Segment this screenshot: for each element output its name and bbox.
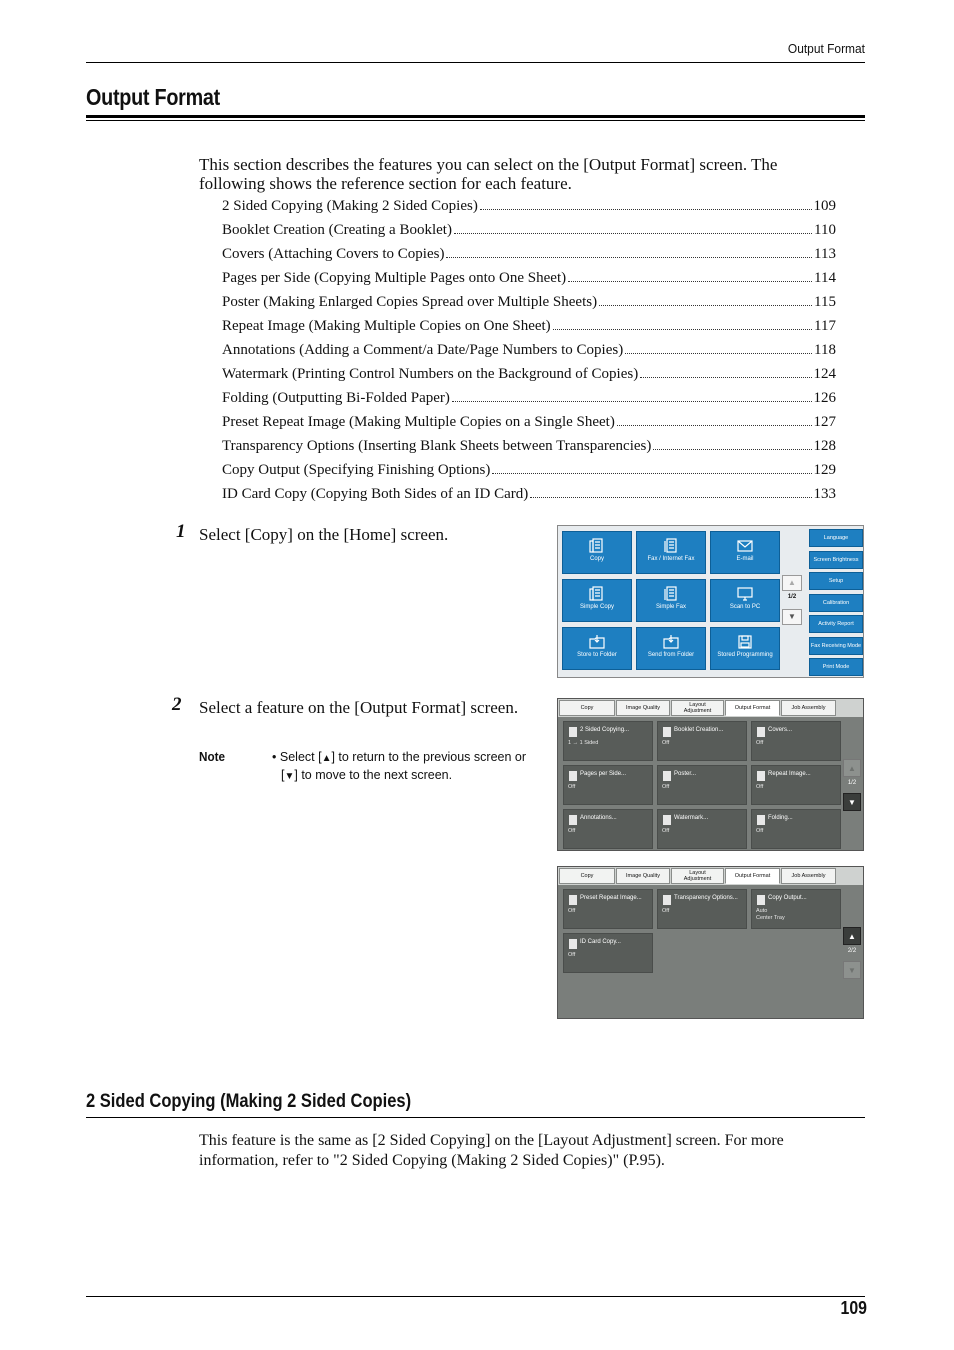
- footer-rule: [86, 1296, 865, 1297]
- home-tile-e-mail[interactable]: [710, 531, 780, 574]
- toc-leader-dots: [625, 353, 812, 354]
- home-tile-label: Send from Folder: [647, 652, 695, 658]
- title-rule-thin: [86, 120, 865, 121]
- toc-entry[interactable]: [222, 220, 836, 244]
- toc-entry[interactable]: [222, 292, 836, 316]
- home-tile-fax-internet-fax[interactable]: [636, 531, 706, 574]
- scroll-down-button[interactable]: ▼: [843, 961, 861, 979]
- running-header: Output Format: [787, 41, 865, 56]
- feature-tile-value: Off: [756, 740, 764, 746]
- fax-icon: [663, 538, 679, 554]
- feature-tile-name: Booklet Creation...: [674, 727, 724, 733]
- side-button-screen-brightness[interactable]: Screen Brightness: [809, 551, 863, 569]
- feature-tile-name: Preset Repeat Image...: [580, 895, 642, 901]
- toc-entry-page: 127: [813, 414, 836, 430]
- side-button-print-mode[interactable]: Print Mode: [809, 658, 863, 676]
- document-icon: [569, 815, 577, 825]
- feature-tile-name: ID Card Copy...: [580, 939, 621, 945]
- home-tile-label: E-mail: [736, 556, 754, 562]
- toc-entry-page: 115: [814, 294, 836, 310]
- home-tile-stored-programming[interactable]: [710, 627, 780, 670]
- toc-entry-label: Watermark (Printing Control Numbers on the Background of Copies): [222, 366, 639, 382]
- copy-icon: [589, 586, 605, 602]
- document-icon: [663, 895, 671, 905]
- note-text: [272, 749, 552, 785]
- toc-leader-dots: [530, 497, 811, 498]
- feature-tile-repeat-image[interactable]: [751, 765, 841, 805]
- tab-output-format[interactable]: Output Format: [725, 868, 780, 884]
- toc-entry-page: 114: [814, 270, 836, 286]
- scroll-up-button[interactable]: ▲: [782, 575, 802, 591]
- toc-leader-dots: [599, 305, 812, 306]
- feature-tile-name: Annotations...: [580, 815, 617, 821]
- toc-entry[interactable]: [222, 244, 836, 268]
- feature-tile-name: Poster...: [674, 771, 697, 777]
- document-icon: [757, 815, 765, 825]
- home-tile-label: Stored Programming: [717, 652, 773, 658]
- page-indicator: 1/2: [847, 780, 857, 786]
- toc-entry-label: Pages per Side (Copying Multiple Pages onto One Sheet): [222, 270, 567, 286]
- toc-entry[interactable]: [222, 340, 836, 364]
- toc-entry-label: Folding (Outputting Bi-Folded Paper): [222, 390, 450, 406]
- feature-tile-value: Off: [662, 828, 670, 834]
- feature-tile-covers[interactable]: [751, 721, 841, 761]
- feature-tile-name: 2 Sided Copying...: [580, 727, 630, 733]
- toc-entry-label: Copy Output (Specifying Finishing Options): [222, 462, 491, 478]
- home-tile-label: Scan to PC: [729, 604, 761, 610]
- page-title: Output Format: [86, 84, 220, 110]
- feature-tile-name: Watermark...: [674, 815, 709, 821]
- toc-entry[interactable]: [222, 436, 836, 460]
- header-rule: [86, 62, 865, 63]
- feature-tile-2-sided-copying[interactable]: [563, 721, 653, 761]
- toc-leader-dots: [446, 257, 812, 258]
- home-tile-store-to-folder[interactable]: [562, 627, 632, 670]
- feature-tile-value: Off: [568, 908, 576, 914]
- feature-tile-booklet-creation[interactable]: [657, 721, 747, 761]
- feature-reference-list: [222, 196, 836, 508]
- tab-image-quality[interactable]: Image Quality: [616, 700, 670, 716]
- tab-bar: [558, 867, 863, 885]
- side-button-language[interactable]: Language: [809, 529, 863, 547]
- page-number: 109: [840, 1298, 867, 1318]
- home-tile-label: Simple Fax: [655, 604, 686, 610]
- note-text-part: ] to return to the previous screen or: [331, 750, 527, 764]
- tab-job-assembly[interactable]: Job Assembly: [781, 868, 836, 884]
- toc-leader-dots: [452, 401, 812, 402]
- feature-tile-folding[interactable]: [751, 809, 841, 849]
- feature-tile-name: Copy Output...: [768, 895, 807, 901]
- up-arrow-icon: ▲: [321, 753, 332, 764]
- feature-tile-transparency-options[interactable]: [657, 889, 747, 929]
- document-icon: [569, 895, 577, 905]
- side-button-setup[interactable]: Setup: [809, 572, 863, 590]
- step-text: Select [Copy] on the [Home] screen.: [199, 525, 449, 544]
- toc-entry[interactable]: [222, 268, 836, 292]
- feature-tile-value: Off: [662, 908, 670, 914]
- feature-tile-value: Auto Center Tray: [756, 908, 785, 921]
- page-indicator: 2/2: [847, 948, 857, 954]
- home-tile-simple-copy[interactable]: [562, 579, 632, 622]
- feature-tile-preset-repeat-image[interactable]: [563, 889, 653, 929]
- folder-icon: [589, 634, 605, 650]
- toc-entry-label: ID Card Copy (Copying Both Sides of an ID Card): [222, 486, 529, 502]
- tab-job-assembly[interactable]: Job Assembly: [781, 700, 836, 716]
- tab-output-format[interactable]: Output Format: [725, 700, 780, 716]
- title-rule: [86, 115, 865, 118]
- note-label: Note: [199, 749, 226, 764]
- toc-entry-label: Booklet Creation (Creating a Booklet): [222, 222, 452, 238]
- toc-entry[interactable]: [222, 316, 836, 340]
- document-icon: [569, 939, 577, 949]
- home-tile-copy[interactable]: [562, 531, 632, 574]
- section-rule: [86, 1117, 865, 1118]
- feature-tile-name: Covers...: [768, 727, 793, 733]
- toc-entry-page: 117: [814, 318, 836, 334]
- down-arrow-icon: ▼: [284, 771, 295, 782]
- tab-layout-adjustment[interactable]: Layout Adjustment: [671, 868, 724, 884]
- toc-entry-page: 113: [814, 246, 836, 262]
- home-tile-simple-fax[interactable]: [636, 579, 706, 622]
- home-tile-scan-to-pc[interactable]: [710, 579, 780, 622]
- toc-entry-page: 109: [813, 198, 836, 214]
- bullet: •: [272, 750, 277, 764]
- feature-tile-value: Off: [568, 828, 576, 834]
- step-number: 2: [172, 694, 182, 715]
- feature-tile-copy-output[interactable]: [751, 889, 841, 929]
- home-tile-label: Store to Folder: [577, 652, 617, 658]
- home-tile-label: Copy: [589, 556, 604, 562]
- document-icon: [569, 727, 577, 737]
- toc-entry-label: Repeat Image (Making Multiple Copies on One Sheet): [222, 318, 551, 334]
- toc-leader-dots: [454, 233, 812, 234]
- document-icon: [663, 771, 671, 781]
- toc-leader-dots: [653, 449, 811, 450]
- fax-icon: [663, 586, 679, 602]
- toc-entry-page: 118: [814, 342, 836, 358]
- toc-leader-dots: [568, 281, 812, 282]
- toc-entry[interactable]: [222, 364, 836, 388]
- document-icon: [757, 727, 765, 737]
- toc-entry[interactable]: [222, 388, 836, 412]
- feature-tile-pages-per-side[interactable]: [563, 765, 653, 805]
- page-indicator: 1/2: [787, 594, 797, 600]
- monitor-icon: [737, 586, 753, 602]
- toc-leader-dots: [640, 377, 811, 378]
- toc-entry[interactable]: [222, 460, 836, 484]
- note-text-part: [: [281, 768, 285, 782]
- feature-tile-name: Pages per Side...: [580, 771, 627, 777]
- intro-paragraph: This section describes the features you can select on the [Output Format] screen. The following shows the reference section for each feature.: [199, 155, 778, 193]
- feature-tile-name: Transparency Options...: [674, 895, 738, 901]
- home-screen-screenshot: [557, 525, 864, 678]
- home-tile-label: Fax / Internet Fax: [647, 556, 695, 562]
- home-tile-send-from-folder[interactable]: [636, 627, 706, 670]
- side-button-fax-receiving-mode[interactable]: Fax Receiving Mode: [809, 637, 863, 655]
- feature-tile-value: Off: [568, 784, 576, 790]
- section-body: This feature is the same as [2 Sided Copying] on the [Layout Adjustment] screen. For more information, refer to "2 Sided Copying (Making 2 Sided Copies)" (P.95).: [199, 1132, 784, 1169]
- scroll-down-button[interactable]: ▼: [782, 609, 802, 625]
- tab-copy[interactable]: Copy: [559, 868, 615, 884]
- toc-entry[interactable]: [222, 412, 836, 436]
- feature-tile-poster[interactable]: [657, 765, 747, 805]
- toc-entry-page: 129: [813, 462, 836, 478]
- toc-leader-dots: [617, 425, 812, 426]
- document-icon: [757, 895, 765, 905]
- toc-entry-label: 2 Sided Copying (Making 2 Sided Copies): [222, 198, 478, 214]
- document-icon: [757, 771, 765, 781]
- feature-tile-name: Repeat Image...: [768, 771, 811, 777]
- scroll-up-button[interactable]: ▲: [843, 759, 861, 777]
- toc-entry-page: 128: [813, 438, 836, 454]
- toc-leader-dots: [492, 473, 811, 474]
- toc-entry-page: 110: [814, 222, 836, 238]
- scroll-down-button[interactable]: ▼: [843, 793, 861, 811]
- section-heading: 2 Sided Copying (Making 2 Sided Copies): [86, 1091, 412, 1112]
- feature-tile-annotations[interactable]: [563, 809, 653, 849]
- step-text: Select a feature on the [Output Format] screen.: [199, 698, 519, 717]
- email-icon: [737, 538, 753, 554]
- folder-icon: [663, 634, 679, 650]
- toc-leader-dots: [480, 209, 812, 210]
- toc-entry-page: 133: [813, 486, 836, 502]
- toc-entry-label: Annotations (Adding a Comment/a Date/Page Numbers to Copies): [222, 342, 624, 358]
- side-button-calibration[interactable]: Calibration: [809, 594, 863, 612]
- toc-entry-label: Preset Repeat Image (Making Multiple Copies on a Single Sheet): [222, 414, 615, 430]
- feature-tile-name: Folding...: [768, 815, 793, 821]
- document-icon: [663, 815, 671, 825]
- feature-tile-value: Off: [662, 740, 670, 746]
- side-button-activity-report[interactable]: Activity Report: [809, 615, 863, 633]
- feature-tile-value: Off: [662, 784, 670, 790]
- toc-entry-page: 126: [813, 390, 836, 406]
- toc-entry-page: 124: [813, 366, 836, 382]
- tab-image-quality[interactable]: Image Quality: [616, 868, 670, 884]
- note-text-part: ] to move to the next screen.: [294, 768, 453, 782]
- step-number: 1: [176, 521, 186, 542]
- document-icon: [569, 771, 577, 781]
- feature-tile-value: 1 → 1 Sided: [568, 740, 599, 746]
- toc-entry[interactable]: [222, 196, 836, 220]
- note-text-part: Select [: [279, 750, 322, 764]
- toc-entry-label: Transparency Options (Inserting Blank Sheets between Transparencies): [222, 438, 652, 454]
- tab-copy[interactable]: Copy: [559, 700, 615, 716]
- feature-tile-value: Off: [756, 828, 764, 834]
- output-format-screen-page-2: [557, 866, 864, 1019]
- document-icon: [663, 727, 671, 737]
- feature-tile-watermark[interactable]: [657, 809, 747, 849]
- toc-entry[interactable]: [222, 484, 836, 508]
- copy-icon: [589, 538, 605, 554]
- toc-entry-label: Poster (Making Enlarged Copies Spread over Multiple Sheets): [222, 294, 598, 310]
- scroll-up-button[interactable]: ▲: [843, 927, 861, 945]
- toc-leader-dots: [553, 329, 812, 330]
- tab-bar: [558, 699, 863, 717]
- feature-tile-value: Off: [756, 784, 764, 790]
- feature-tile-id-card-copy[interactable]: [563, 933, 653, 973]
- toc-entry-label: Covers (Attaching Covers to Copies): [222, 246, 445, 262]
- feature-tile-value: Off: [568, 952, 576, 958]
- disk-icon: [737, 634, 753, 650]
- home-tile-label: Simple Copy: [579, 604, 614, 610]
- tab-layout-adjustment[interactable]: Layout Adjustment: [671, 700, 724, 716]
- output-format-screen-page-1: [557, 698, 864, 851]
